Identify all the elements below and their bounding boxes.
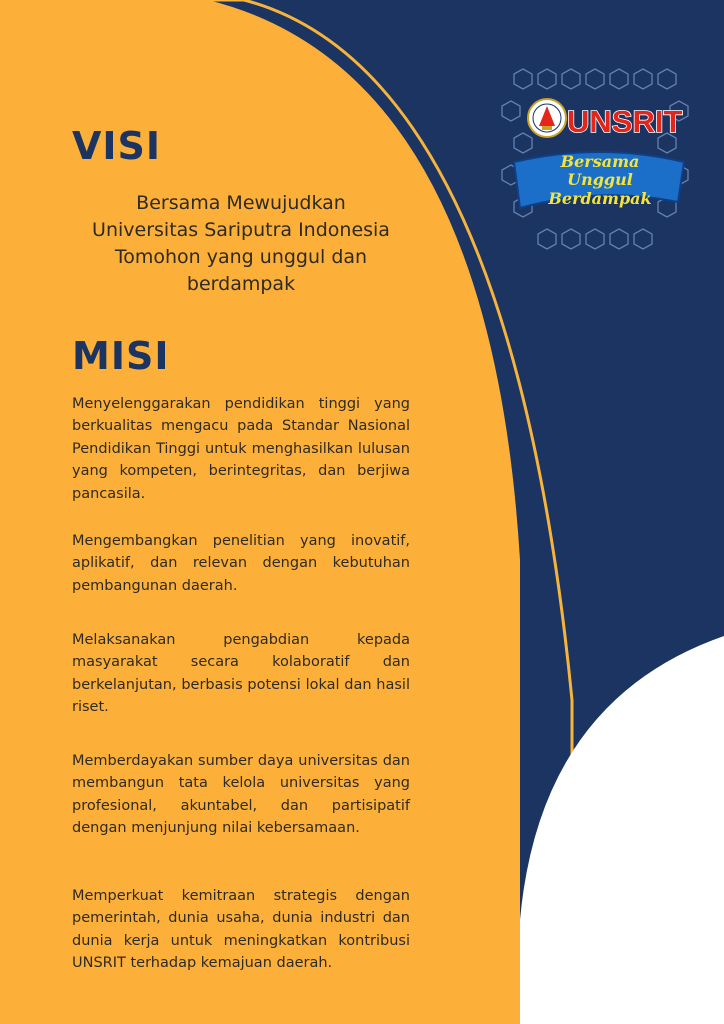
tagline-line-2: Unggul (567, 170, 633, 189)
misi-item: Melaksanakan pengabdian kepada masyarakat secara kolaboratif dan berkelanjutan, berbasis potensi lokal dan hasil riset. (72, 632, 410, 716)
misi-item: Memperkuat kemitraan strategis dengan pemerintah, dunia usaha, dunia industri dan dunia kerja untuk meningkatkan kontribusi UNSRIT terhadap kemajuan daerah. (72, 888, 410, 972)
tagline-ribbon (514, 152, 684, 208)
misi-item: Menyelenggarakan pendidikan tinggi yang berkualitas mengacu pada Standar Nasional Pendidikan Tinggi untuk menghasilkan lulusan yang kompeten, berintegritas, dan berjiwa pancasila. (72, 396, 410, 502)
tagline-line-3: Berdampak (548, 189, 652, 208)
visi-heading: VISI (72, 124, 162, 168)
misi-item: Memberdayakan sumber daya universitas dan membangun tata kelola universitas yang profesional, akuntabel, dan partisipatif dengan menjunjung nilai kebersamaan. (72, 753, 410, 837)
misi-item: Mengembangkan penelitian yang inovatif, aplikatif, dan relevan dengan kebutuhan pembangunan daerah. (72, 533, 410, 594)
unsrit-logo (500, 66, 700, 258)
unsrit-wordmark: UNSRIT (567, 104, 683, 139)
misi-heading: MISI (72, 334, 170, 378)
visi-text: Bersama Mewujudkan Universitas Sariputra Indonesia Tomohon yang unggul dan berdampak (92, 192, 390, 295)
university-seal-icon (528, 99, 566, 137)
tagline-line-1: Bersama (560, 152, 640, 171)
